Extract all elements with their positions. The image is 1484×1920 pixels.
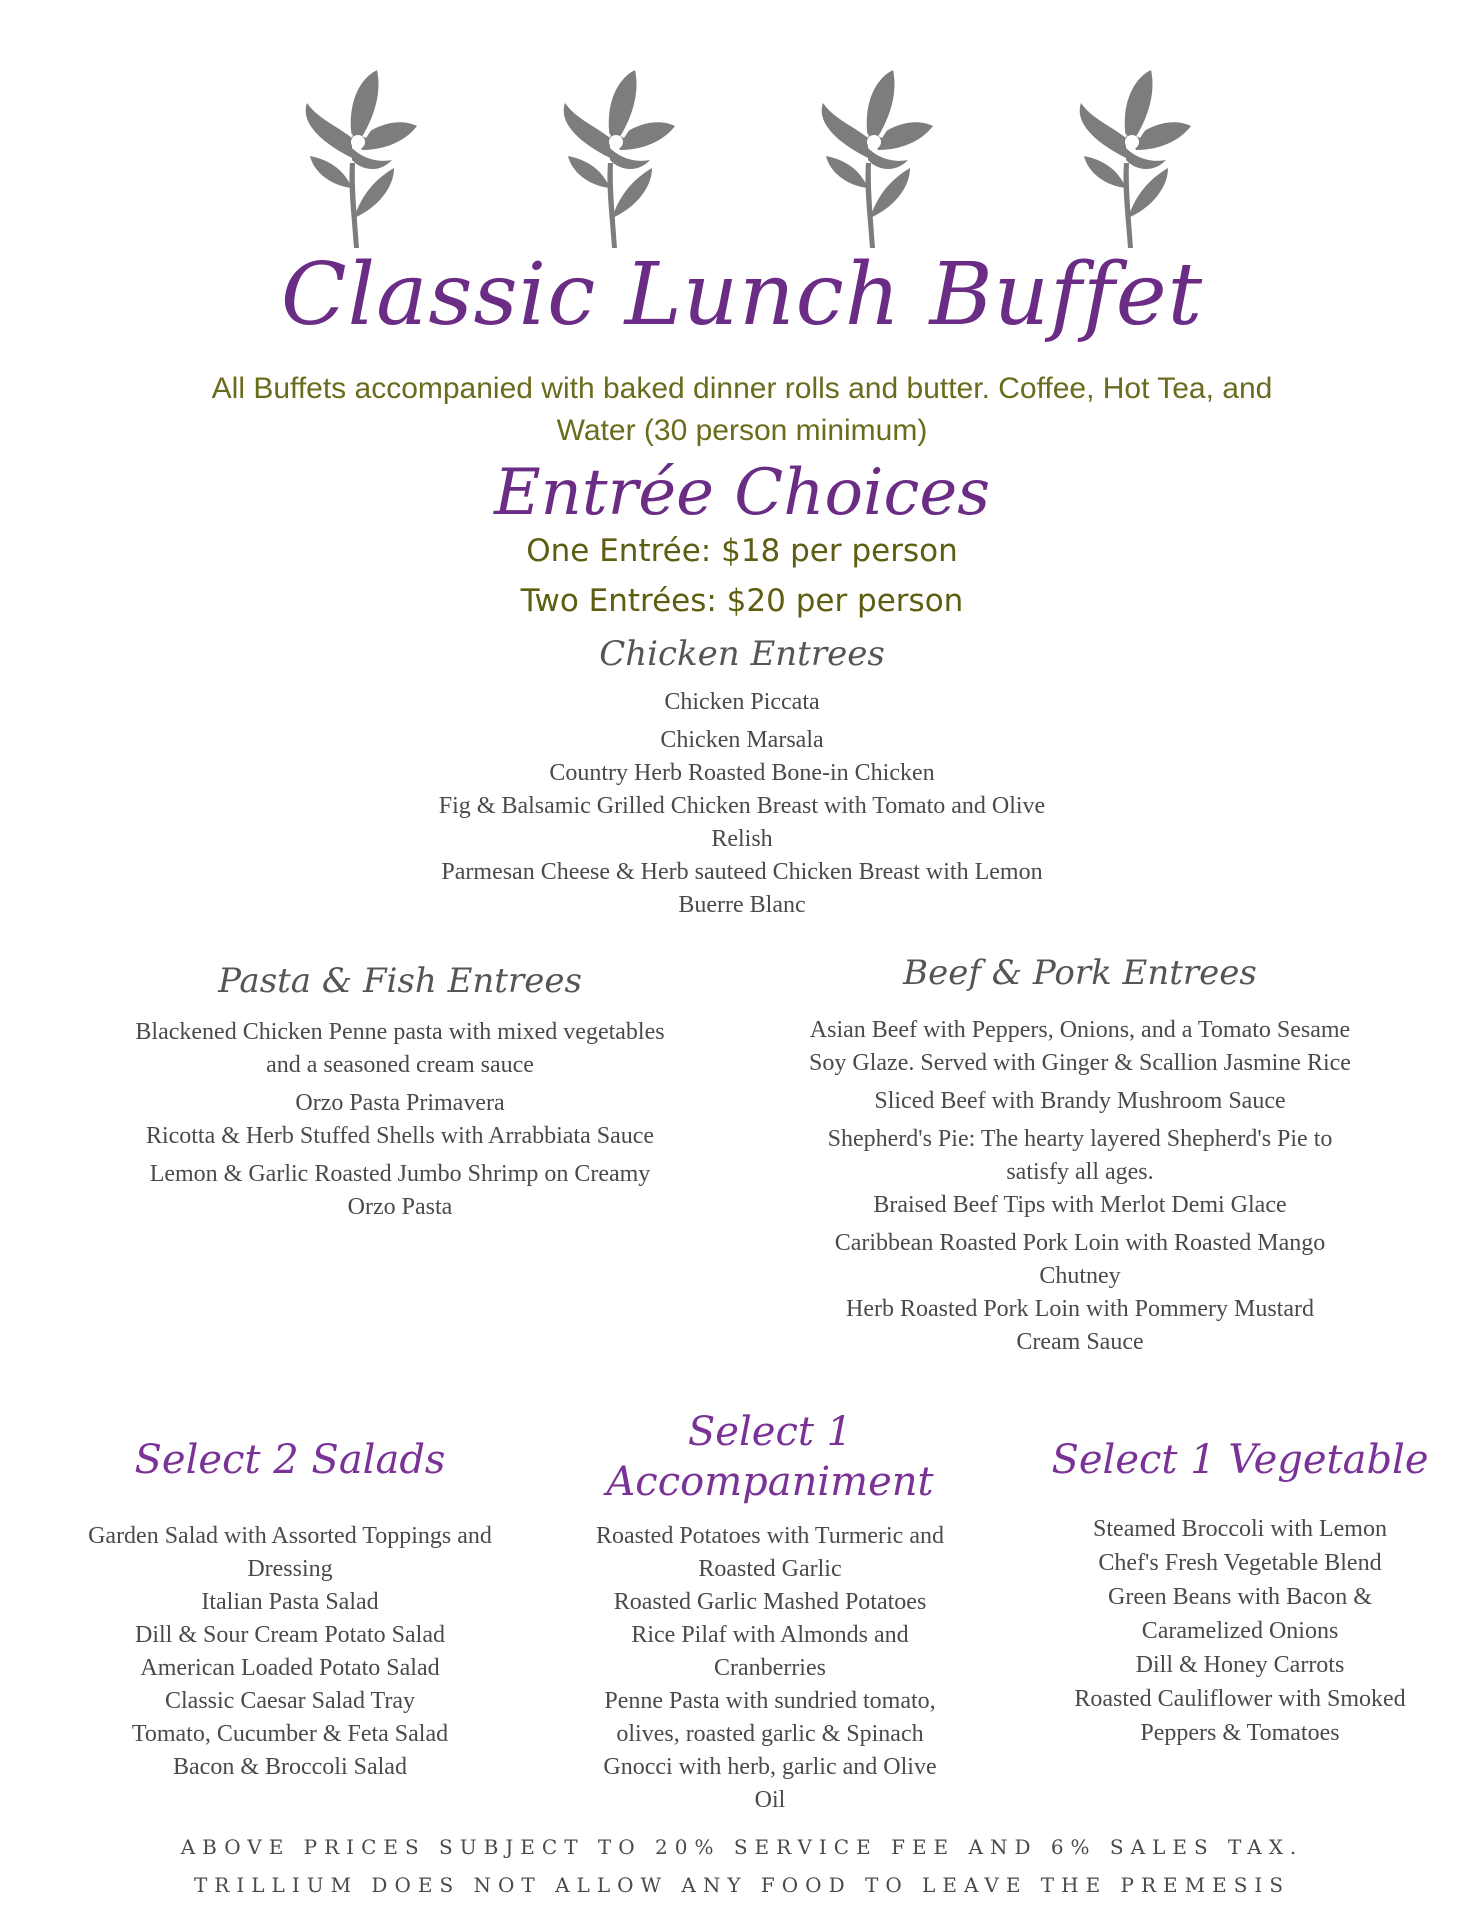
flower-icon [282,68,422,258]
menu-item: Steamed Broccoli with Lemon [1093,1516,1387,1542]
beef-pork-heading: Beef & Pork Entrees [903,953,1257,993]
flower-icon [798,68,938,258]
menu-item: Country Herb Roasted Bone-in Chicken [549,760,935,786]
salads-heading: Select 2 Salads [134,1437,446,1483]
entree-title: Entrée Choices [493,456,991,530]
menu-item: Asian Beef with Peppers, Onions, and a Tomato Sesame Soy Glaze. Served with Ginger & Scallion Jasmine Rice [809,1017,1351,1076]
menu-item: Chicken Marsala [660,727,824,753]
menu-item: Italian Pasta Salad [201,1589,379,1615]
chicken-heading: Chicken Entrees [599,634,885,674]
menu-item: Orzo Pasta Primavera [295,1090,505,1116]
menu-item: Caribbean Roasted Pork Loin with Roasted Mango Chutney [834,1230,1326,1289]
menu-item: Herb Roasted Pork Loin with Pommery Mustard Cream Sauce [846,1296,1314,1355]
footer-line-2: TRILLIUM DOES NOT ALLOW ANY FOOD TO LEAVE THE PREMESIS [193,1873,1291,1897]
salads-list [70,1520,510,1784]
pasta-fish-heading: Pasta & Fish Entrees [218,961,582,1001]
menu-item: Parmesan Cheese & Herb sauteed Chicken Breast with Lemon Buerre Blanc [441,859,1043,918]
menu-item: Gnocci with herb, garlic and Olive Oil [603,1754,937,1813]
menu-item: Blackened Chicken Penne pasta with mixed vegetables and a seasoned cream sauce [135,1019,665,1078]
menu-item: Chef's Fresh Vegetable Blend [1098,1550,1382,1576]
page-title: Classic Lunch Buffet [280,245,1204,345]
menu-item: Green Beans with Bacon & Caramelized Onions [1108,1584,1372,1644]
vegetable-heading: Select 1 Vegetable [1051,1437,1429,1483]
menu-item: Bacon & Broccoli Salad [173,1754,407,1780]
beef-pork-list [790,1014,1370,1359]
menu-item: Braised Beef Tips with Merlot Demi Glace [873,1192,1287,1218]
one-entree-price: One Entrée: $18 per person [526,533,958,569]
menu-item: Dill & Sour Cream Potato Salad [135,1622,445,1648]
menu-item: Penne Pasta with sundried tomato, olives, roasted garlic & Spinach [604,1688,936,1747]
accompaniment-heading-line1: Select 1 [687,1409,853,1455]
pasta-fish-list [120,1016,680,1224]
menu-item: Roasted Potatoes with Turmeric and Roasted Garlic [596,1523,944,1582]
two-entree-price: Two Entrées: $20 per person [520,583,964,619]
accompaniment-heading-line2: Accompaniment [606,1459,934,1505]
accompaniment-list [575,1520,965,1817]
menu-item: Classic Caesar Salad Tray [165,1688,415,1714]
menu-item: Dill & Honey Carrots [1135,1652,1345,1678]
menu-item: Roasted Cauliflower with Smoked Peppers & Tomatoes [1074,1686,1406,1746]
chicken-list [392,686,1092,922]
menu-item: American Loaded Potato Salad [140,1655,440,1681]
footer-line-1: ABOVE PRICES SUBJECT TO 20% SERVICE FEE AND 6% SALES TAX. [180,1835,1304,1859]
menu-item: Tomato, Cucumber & Feta Salad [131,1721,449,1747]
menu-item: Shepherd's Pie: The hearty layered Shepherd's Pie to satisfy all ages. [827,1126,1333,1185]
flower-icon [1056,68,1196,258]
vegetable-list [1040,1512,1440,1750]
menu-item: Sliced Beef with Brandy Mushroom Sauce [874,1088,1286,1114]
menu-item: Roasted Garlic Mashed Potatoes [613,1589,927,1615]
menu-item: Garden Salad with Assorted Toppings and Dressing [88,1523,492,1582]
flower-icon [540,68,680,258]
menu-item: Fig & Balsamic Grilled Chicken Breast with Tomato and Olive Relish [438,793,1046,852]
menu-item: Rice Pilaf with Almonds and Cranberries [631,1622,909,1681]
menu-item: Lemon & Garlic Roasted Jumbo Shrimp on Creamy Orzo Pasta [149,1161,651,1220]
page-subtitle: All Buffets accompanied with baked dinner rolls and butter. Coffee, Hot Tea, and Water (30 person minimum) [211,372,1273,447]
menu-item: Chicken Piccata [664,689,820,715]
menu-item: Ricotta & Herb Stuffed Shells with Arrabbiata Sauce [145,1123,655,1149]
